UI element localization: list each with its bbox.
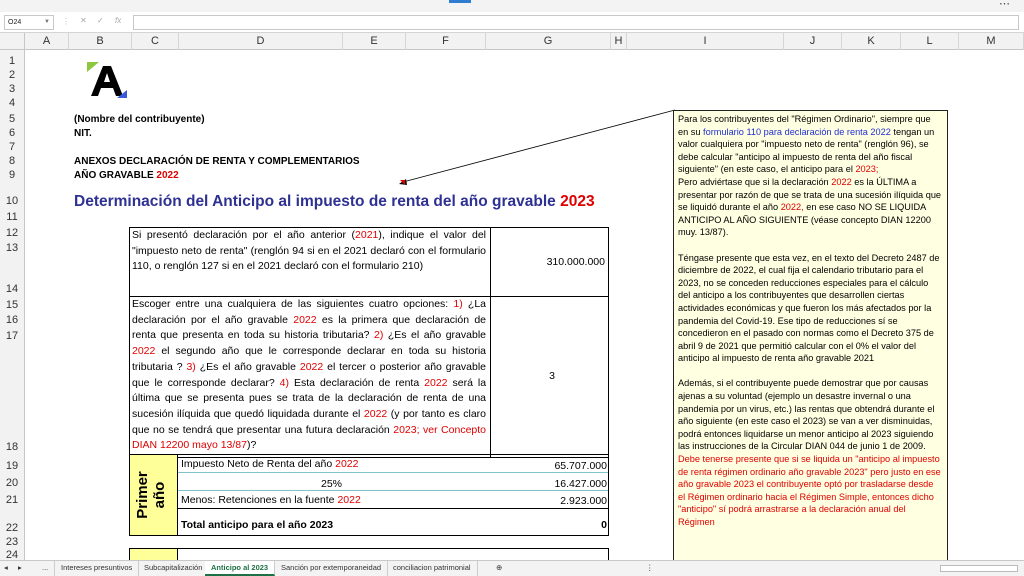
col-header-b[interactable]: B — [69, 33, 132, 50]
taxable-year-heading — [74, 170, 179, 181]
comment-note[interactable]: Para los contribuyentes del "Régimen Ordinario", siempre que en su formulario 110 para declaración de renta 2022 tengan un valor cualquiera por "impuesto neto de renta" (renglón 96), se debe calcular "anticipo al impuesto de renta del año fiscal siguiente" (en este caso, el anticipo para el 2023; Pero adviértase que si la declaración 2022 es la ÚLTIMA a presentar por razón de que se trata de una sucesión ilíquida que se liquidó durante el año 2022, en ese caso NO SE LIQUIDA ANTICIPO AL AÑO SIGUIENTE (véase concepto DIAN 12200 muy. 13/87). Téngase presente que esta vez, en el texto del Decreto 2487 de diciembre de 2022, el cual fija el calendario tributario para el 2023, no se conceden reducciones especiales para el cálculo del anticipo a los contribuyentes que desarrollen ciertas actividades económicas y que fueron los más afectados por la pandemia del Covid-19. Ese tipo de reducciones sí se concedieron en el pasado con normas como el Decreto 375 de abril 9 de 2021 que permitió calcular con el 0% el valor del anticipo al impuesto de renta año gravable 2021 Además, si el contribuyente puede demostrar que por causas ajenas a su voluntad (ejemplo un desastre invernal o una pandemia por un virus, etc.) las rentas que obtendrá durante el año siguiente (en este caso el 2023) se van a ver disminuidas, podrá entonces liquidarse un menor anticipo al 2023 siguiendo las instrucciones de la Circular DIAN 044 de junio 1 de 2009. Debe tenerse presente que si se liquida un "anticipo al impuesto de renta régimen ordinario año gravable 2023" pero justo en ese año gravable 2023 el contribuyente optó por trasladarse desde el Régimen ordinario hacia el Régimen Simple, entonces dicho "anticipo" sí podrá arrastrarse a la declaración anual del Régimen — [673, 110, 948, 560]
row-header[interactable]: 7 — [8, 141, 16, 153]
worksheet[interactable] — [25, 50, 1024, 560]
tab-subcapitalizacion[interactable]: Subcapitalización — [138, 561, 209, 576]
net-tax-value[interactable]: 65.707.000 — [554, 460, 607, 472]
row-header[interactable]: 13 — [5, 242, 19, 254]
title-year: 2023 — [560, 193, 595, 210]
comment-arrow — [397, 108, 677, 190]
scroll-right-icon[interactable]: ▸ — [18, 563, 22, 572]
horizontal-scroll-handle[interactable]: ⋮ — [646, 563, 654, 572]
question-2-text: Escoger entre una cualquiera de las siguientes cuatro opciones: 1) ¿La declaración por el año gravable 2022 es la primera que declaración de renta que presenta en toda su historia tributaria? 2) ¿Es el año gravable 2022 el segundo año que le corresponde declarar en toda su historia tributaria ? 3) ¿Es el año gravable 2022 el tercer o posterior año gravable que le corresponde declarar? 4) Esta declaración de renta 2022 será la última que se presenta pues se trata de la declaración de renta de una sucesión ilíquida que quedó liquidada durante el 2022 (y por tanto es claro que no se tendrá que presentar una futura declaración 2023; ver Concepto DIAN 12200 mayo 13/87)? — [132, 298, 487, 452]
scroll-left-icon[interactable]: ◂ — [4, 563, 8, 572]
title-text: Determinación del Anticipo al impuesto de renta del año gravable — [74, 193, 556, 210]
row-header[interactable]: 22 — [5, 522, 19, 534]
company-logo — [87, 62, 129, 104]
row-header[interactable]: 24 — [5, 549, 19, 560]
enter-icon[interactable]: ✓ — [97, 16, 104, 25]
total-divider — [178, 508, 608, 509]
tab-conciliacion-patrimonial[interactable]: conciliacion patrimonial — [387, 561, 478, 576]
grip-icon: ⋮ — [62, 17, 70, 26]
row-header[interactable]: 1 — [8, 55, 16, 67]
column-headers — [0, 33, 1024, 50]
total-value[interactable]: 0 — [601, 519, 607, 531]
row-header[interactable]: 18 — [5, 441, 19, 453]
row-header[interactable]: 4 — [8, 97, 16, 109]
row-header[interactable]: 10 — [5, 195, 19, 207]
col-header-d[interactable]: D — [179, 33, 343, 50]
col-header-h[interactable]: H — [611, 33, 627, 50]
withholding-label: Menos: Retenciones en la fuente 2022 — [181, 494, 361, 506]
question-1-value[interactable]: 310.000.000 — [546, 256, 605, 268]
taxable-year-label: AÑO GRAVABLE — [74, 170, 154, 181]
row-headers — [0, 50, 25, 560]
formula-bar — [0, 12, 1024, 33]
percent-value[interactable]: 16.427.000 — [554, 478, 607, 490]
title-bar-accent — [449, 0, 471, 3]
row-header[interactable]: 11 — [6, 211, 18, 223]
row-header[interactable]: 14 — [5, 283, 19, 295]
name-box[interactable] — [4, 15, 54, 30]
page-title — [74, 193, 595, 211]
tab-intereses-presuntivos[interactable]: Intereses presuntivos — [55, 561, 139, 576]
row-header[interactable]: 8 — [8, 155, 16, 167]
horizontal-scrollbar[interactable] — [940, 565, 1018, 572]
row-header[interactable]: 17 — [5, 330, 19, 342]
col-header-j[interactable]: J — [784, 33, 842, 50]
name-box-value: O24 — [8, 19, 22, 26]
chevron-down-icon[interactable]: ▼ — [44, 19, 50, 25]
row-divider — [178, 472, 608, 473]
col-header-e[interactable]: E — [343, 33, 406, 50]
row-header[interactable]: 23 — [5, 536, 19, 548]
taxpayer-name: (Nombre del contribuyente) — [74, 114, 205, 125]
col-header-i[interactable]: I — [627, 33, 784, 50]
row-header[interactable]: 9 — [8, 169, 16, 181]
more-options-icon[interactable]: ⋯ — [999, 0, 1010, 10]
question-2-value[interactable]: 3 — [549, 370, 555, 382]
cancel-icon[interactable]: ✕ — [80, 16, 87, 25]
percent-label: 25% — [321, 478, 343, 490]
select-all-corner[interactable] — [0, 33, 25, 50]
add-sheet-icon[interactable]: ⊕ — [496, 563, 503, 572]
row-header[interactable]: 2 — [8, 69, 16, 81]
taxable-year-value: 2022 — [156, 170, 179, 181]
row-header[interactable]: 5 — [8, 113, 16, 125]
row-header[interactable]: 12 — [5, 227, 19, 239]
net-tax-label: Impuesto Neto de Renta del año 2022 — [181, 458, 359, 470]
row-header[interactable]: 21 — [5, 494, 19, 506]
tab-overflow[interactable]: ... — [36, 561, 55, 576]
nit-label: NIT. — [74, 128, 92, 139]
title-bar — [0, 0, 1024, 12]
row-header[interactable]: 3 — [8, 83, 16, 95]
tab-sancion-extemporaneidad[interactable]: Sanción por extemporaneidad — [275, 561, 388, 576]
comment-indicator[interactable] — [400, 180, 405, 185]
col-header-c[interactable]: C — [132, 33, 179, 50]
col-header-g[interactable]: G — [486, 33, 611, 50]
col-header-l[interactable]: L — [901, 33, 959, 50]
formula-input[interactable] — [133, 15, 1019, 30]
sheet-tab-bar — [0, 560, 1024, 576]
row-header[interactable]: 20 — [5, 477, 19, 489]
col-header-m[interactable]: M — [959, 33, 1024, 50]
withholding-value[interactable]: 2.923.000 — [560, 495, 607, 507]
col-header-f[interactable]: F — [406, 33, 486, 50]
first-year-label: Primer año — [134, 471, 168, 519]
row-header[interactable]: 16 — [5, 314, 19, 326]
question-1-text: Si presentó declaración por el año anterior (2021), indique el valor del "impuesto neto de renta" (renglón 94 si en el 2021 declaró con el formulario 110, o renglón 127 si en el 2021 declaró con el formulario 210) — [132, 229, 486, 273]
annex-heading: ANEXOS DECLARACIÓN DE RENTA Y COMPLEMENTARIOS — [74, 156, 360, 167]
next-table-box — [129, 548, 609, 560]
col-header-a[interactable]: A — [25, 33, 69, 50]
row-header[interactable]: 19 — [5, 460, 19, 472]
total-label: Total anticipo para el año 2023 — [181, 519, 334, 531]
next-table-label-cell — [130, 549, 178, 560]
row-divider — [178, 490, 608, 491]
row-header[interactable]: 15 — [5, 299, 19, 311]
row-header[interactable]: 6 — [8, 127, 16, 139]
function-icon[interactable]: fx — [115, 16, 122, 25]
tab-anticipo-2023[interactable]: Anticipo al 2023 — [205, 561, 275, 576]
col-header-k[interactable]: K — [842, 33, 901, 50]
